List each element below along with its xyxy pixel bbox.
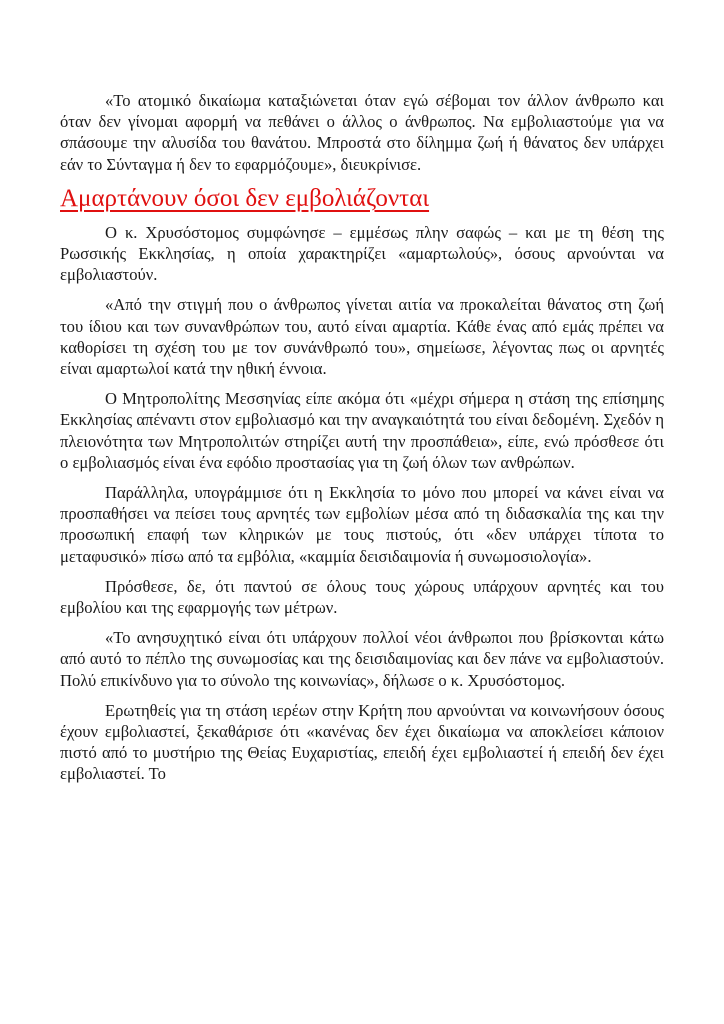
paragraph: «Το ατομικό δικαίωμα καταξιώνεται όταν εγώ σέβομαι τον άλλον άνθρωπο και όταν δεν γίνομαι αφορμή να πεθάνει ο άλλος ο άνθρωπος. Να εμβολιαστούμε για να σπάσουμε την αλυσίδα του θανάτου. Μπροστά στο δίλημμα ζωή ή θάνατος δεν υπάρχει εάν το Σύνταγμα ή δεν το εφαρμόζουμε», διευκρίνισε.	[60, 91, 664, 174]
paragraph: Ο κ. Χρυσόστομος συμφώνησε – εμμέσως πλην σαφώς – και με τη θέση της Ρωσσικής Εκκλησίας, η οποία χαρακτηρίζει «αμαρτωλούς», όσους αρνούνται να εμβολιαστούν.	[60, 222, 664, 285]
document-page	[60, 90, 664, 794]
paragraph: Πρόσθεσε, δε, ότι παντού σε όλους τους χώρους υπάρχουν αρνητές και του εμβολίου και της εφαρμογής των μέτρων.	[60, 576, 664, 618]
section-heading: Αμαρτάνουν όσοι δεν εμβολιάζονται	[60, 184, 430, 212]
paragraph: Ο Μητροπολίτης Μεσσηνίας είπε ακόμα ότι «μέχρι σήμερα η στάση της επίσημης Εκκλησίας απέναντι στον εμβολιασμό και την αναγκαιότητά του είναι δεδομένη. Σχεδόν η πλειονότητα των Μητροπολιτών στηρίζει αυτή την προσπάθεια», είπε, ενώ πρόσθεσε ότι ο εμβολιασμός είναι ένα εφόδιο προστασίας για τη ζωή όλων των ανθρώπων.	[60, 389, 664, 472]
paragraph: «Το ανησυχητικό είναι ότι υπάρχουν πολλοί νέοι άνθρωποι που βρίσκονται κάτω από αυτό το πέπλο της συνωμοσίας και της δεισιδαιμονίας και δεν πάνε να εμβολιαστούν. Πολύ επικίνδυνο για το σύνολο της κοινωνίας», δήλωσε ο κ. Χρυσόστομος.	[60, 628, 664, 690]
paragraph: «Από την στιγμή που ο άνθρωπος γίνεται αιτία να προκαλείται θάνατος στη ζωή του ίδιου και των συνανθρώπων του, αυτό είναι αμαρτία. Κάθε ένας από εμάς πρέπει να καθορίσει τη σχέση του με τον συνάνθρωπό του», σημείωσε, λέγοντας πως οι αρνητές είναι αμαρτωλοί κατά την ηθική έννοια.	[60, 295, 664, 379]
paragraph: Παράλληλα, υπογράμμισε ότι η Εκκλησία το μόνο που μπορεί να κάνει είναι να προσπαθήσει να πείσει τους αρνητές των εμβολίων μέσα από τη διδασκαλία της και την προσωπική επαφή των κληρικών με τους πιστούς, ότι «δεν υπάρχει τίποτα το μεταφυσικό» πίσω από τα εμβόλια, «καμμία δεισιδαιμονία ή συνωμοσιολογία».	[60, 483, 664, 566]
paragraph: Ερωτηθείς για τη στάση ιερέων στην Κρήτη που αρνούνται να κοινωνήσουν όσους έχουν εμβολιαστεί, ξεκαθάρισε ότι «κανένας δεν έχει δικαίωμα να αποκλείσει κάποιον πιστό από το μυστήριο της Θείας Ευχαριστίας, επειδή έχει εμβολιαστεί ή επειδή δεν έχει εμβολιαστεί. Το	[60, 700, 664, 784]
